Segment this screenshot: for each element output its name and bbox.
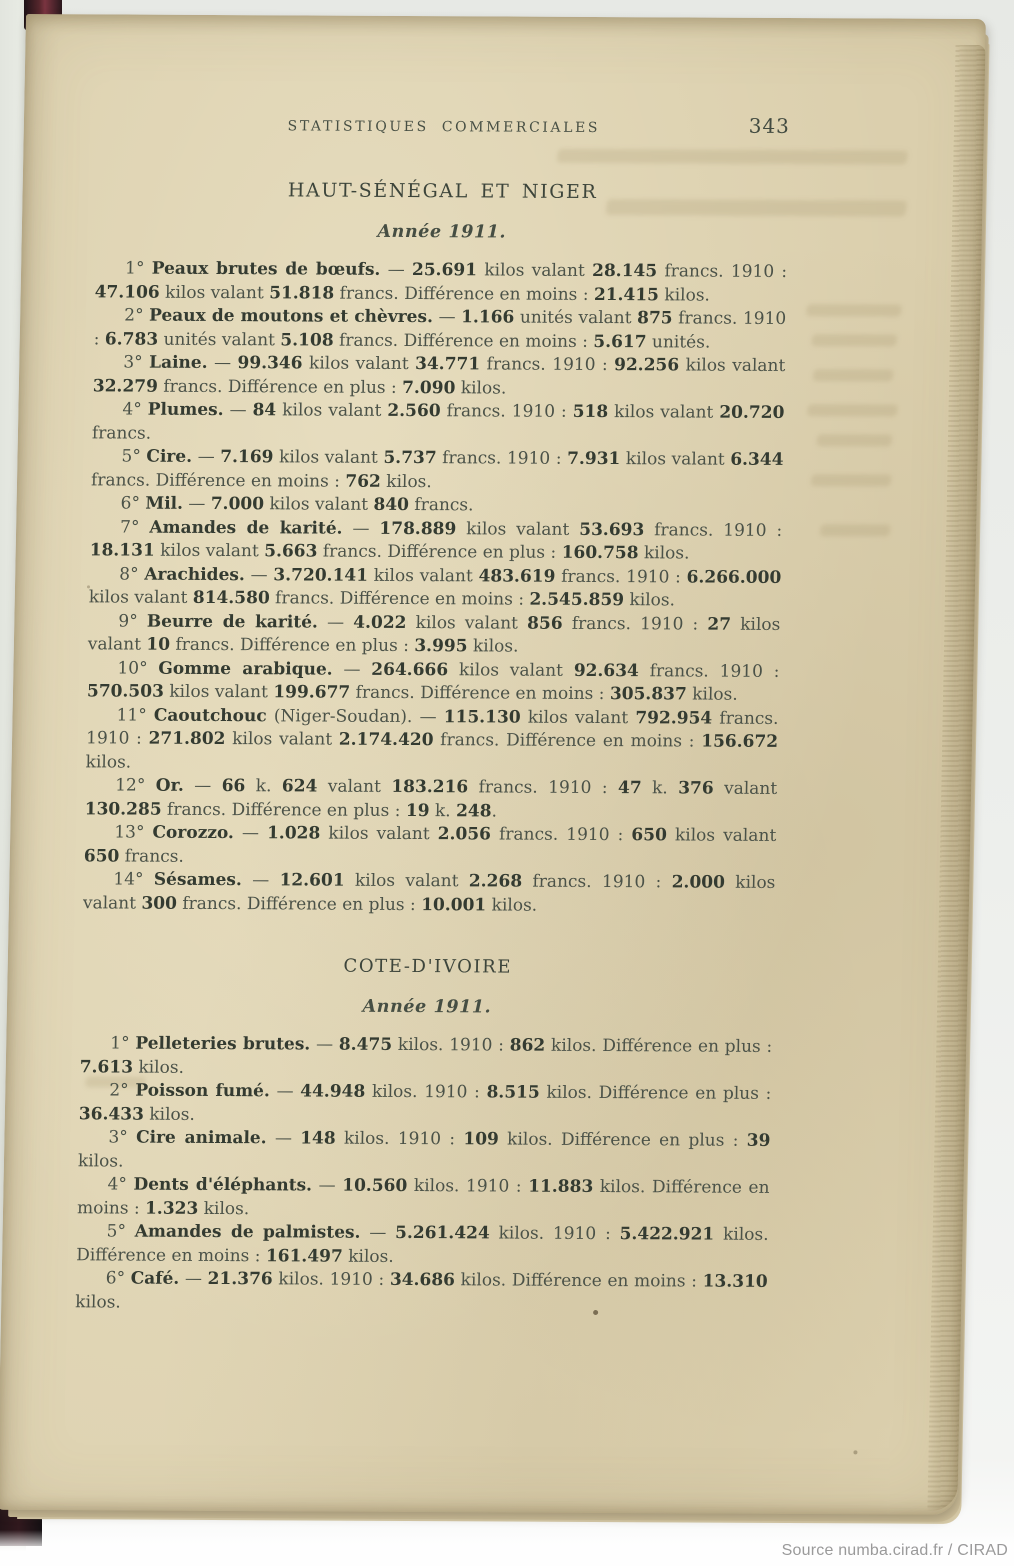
statistic-value: 10 — [146, 634, 171, 655]
statistic-value: 18.131 — [89, 540, 155, 561]
statistic-value: 376 — [677, 778, 714, 799]
statistic-text: kilos valant — [87, 614, 781, 655]
statistic-value: Cire animale. — [135, 1127, 267, 1149]
page-header — [98, 114, 790, 140]
statistic-text: kilos valant — [320, 823, 438, 845]
statistic-value: 5.617 — [593, 331, 647, 352]
statistic-value: 66 — [221, 776, 246, 797]
statistic-text: kilos. Différence en moins : — [75, 1224, 769, 1266]
statistic-value: 115.130 — [443, 706, 521, 728]
statistic-text: francs. 1910 : — [85, 708, 779, 749]
statistic-value: 8.475 — [338, 1034, 393, 1055]
bleedthrough-ghost — [811, 334, 897, 346]
statistic-text: francs. 1910 : — [440, 401, 573, 422]
statistic-text: francs. — [119, 846, 185, 867]
statistic-text: 6° — [105, 1268, 131, 1289]
statistic-text: 8° — [119, 563, 145, 585]
statistic-text: francs. Différence en plus : — [169, 634, 415, 657]
statistic-value: 5.422.921 — [619, 1224, 715, 1245]
statistic-value: 7.169 — [220, 447, 274, 468]
statistic-value: 161.497 — [265, 1245, 344, 1267]
statistic-value: 2.268 — [468, 871, 523, 892]
section-title-cote-divoire: COTE-D'IVOIRE — [343, 955, 513, 978]
statistic-text: kilos valant — [607, 402, 720, 423]
statistic-text: k. — [245, 776, 283, 797]
statistic-text: — — [317, 612, 354, 633]
statistics-item — [85, 704, 778, 778]
statistic-text: kilos. 1910 : — [489, 1223, 620, 1245]
statistic-value: 6.344 — [730, 449, 784, 470]
statistic-value: Arachides. — [144, 564, 246, 585]
statistic-text: kilos valant — [367, 565, 479, 586]
statistic-value: 5.261.424 — [394, 1222, 490, 1244]
statistic-text: — — [360, 1222, 396, 1243]
statistic-text: kilos valant — [276, 400, 388, 421]
statistic-value: 19 — [405, 800, 430, 821]
statistic-text: francs. Différence en plus : — [161, 799, 407, 821]
statistic-text: — — [266, 1128, 301, 1149]
statistics-item — [77, 1173, 770, 1224]
statistic-text: 4° — [107, 1174, 134, 1195]
statistic-text: 2° — [124, 305, 150, 326]
statistic-value: 47 — [617, 778, 642, 799]
bleedthrough-ghost — [816, 434, 892, 446]
statistic-value: Cire. — [146, 446, 193, 467]
statistic-text: kilos. 1910 : — [407, 1176, 529, 1197]
section-items-haut-senegal-et-niger — [83, 257, 788, 919]
bleedthrough-ghost — [819, 524, 890, 536]
statistic-value: 862 — [509, 1035, 546, 1056]
statistic-text: kilos valant — [163, 681, 274, 703]
section-items-cote-divoire — [75, 1032, 772, 1318]
statistic-value: 99.346 — [237, 353, 303, 374]
statistic-text: kilos valant — [447, 659, 574, 681]
statistic-value: 47.106 — [94, 281, 160, 303]
statistic-text: kilos. 1910 : — [391, 1034, 510, 1056]
statistics-item — [80, 1032, 773, 1083]
bleedthrough-ghost — [812, 369, 893, 381]
statistic-value: 7.090 — [401, 377, 456, 398]
statistic-text: k. — [641, 778, 679, 799]
section-title-haut-senegal-et-niger: HAUT-SÉNÉGAL ET NIGER — [287, 179, 598, 203]
statistic-text: kilos. — [686, 684, 738, 705]
statistic-value: 264.666 — [371, 659, 449, 680]
statistic-text: kilos valant — [302, 353, 416, 375]
statistic-text: — — [432, 307, 462, 328]
statistic-text: francs. 1910 : — [562, 613, 708, 635]
statistic-text: — — [244, 564, 274, 585]
statistic-value: 6.783 — [104, 328, 159, 350]
statistic-text: kilos valant — [456, 518, 580, 540]
statistics-item — [90, 492, 782, 519]
statistic-value: 5.663 — [264, 541, 318, 562]
statistic-value: Mil. — [145, 493, 184, 514]
statistic-value: Poisson fumé. — [135, 1080, 271, 1102]
statistic-text: kilos. Différence en plus : — [498, 1129, 747, 1151]
statistic-text: 7° — [119, 517, 150, 538]
statistic-text: francs. Différence en plus : — [317, 541, 562, 563]
statistic-text: — — [207, 352, 238, 374]
bleedthrough-ghost — [806, 304, 902, 316]
statistic-text: — — [182, 493, 212, 514]
statistic-value: 856 — [526, 613, 563, 634]
statistic-value: 130.285 — [84, 798, 162, 820]
statistics-item — [84, 821, 777, 872]
statistic-text: k. — [429, 800, 457, 821]
statistic-value: 1.166 — [460, 307, 515, 328]
statistic-text: kilos. — [143, 1104, 196, 1125]
statistic-text: francs. 1910 : — [521, 871, 672, 893]
statistic-text: kilos. 1910 : — [335, 1128, 464, 1150]
page-number: 343 — [748, 113, 791, 139]
section-subtitle-annee: Année 1911. — [362, 996, 492, 1017]
statistic-text: kilos valant — [225, 729, 340, 750]
statistic-value: 7.931 — [566, 448, 621, 470]
statistic-value: 650 — [631, 825, 668, 846]
statistics-item — [88, 610, 781, 661]
statistic-value: 20.720 — [719, 402, 785, 423]
statistic-text: kilos valant — [520, 707, 636, 728]
statistic-text: kilos. 1910 : — [272, 1269, 391, 1290]
statistic-text: 6° — [120, 493, 146, 514]
statistic-value: 32.279 — [92, 375, 159, 397]
statistic-value: 25.691 — [411, 260, 478, 281]
statistic-text: kilos. — [455, 377, 507, 399]
statistic-value: 3.720.141 — [273, 564, 369, 586]
statistic-text: unités valant — [514, 307, 638, 329]
statistic-text: — — [269, 1081, 301, 1102]
statistic-value: 248 — [455, 800, 492, 821]
statistic-value: 28.145 — [591, 260, 658, 282]
statistic-value: 13.310 — [702, 1271, 768, 1292]
statistic-text: kilos. — [342, 1246, 394, 1267]
statistic-value: Amandes de palmistes. — [134, 1221, 361, 1243]
statistic-text: francs. Différence en plus : — [176, 893, 422, 915]
statistic-text: — — [380, 259, 413, 281]
statistic-text: valant — [713, 778, 778, 799]
statistic-value: 84 — [252, 400, 277, 421]
statistic-value: 7.613 — [79, 1056, 134, 1078]
statistic-text: kilos. — [75, 1291, 122, 1313]
statistic-text: — — [233, 823, 268, 844]
statistic-text: kilos valant — [273, 447, 384, 468]
statistic-value: Corozzo. — [152, 822, 235, 844]
statistic-value: 271.802 — [148, 728, 226, 750]
statistic-text: — — [179, 1268, 208, 1289]
statistic-value: 156.672 — [701, 731, 779, 752]
statistic-text: unités. — [646, 331, 711, 353]
statistic-text: 11° — [116, 704, 155, 726]
statistics-item — [87, 657, 780, 708]
statistic-text: — — [332, 659, 372, 680]
statistic-text: francs. 1910 : — [468, 777, 619, 799]
statistics-item — [94, 257, 787, 308]
statistic-text: 1° — [124, 258, 152, 279]
statistic-text: 10° — [117, 657, 159, 679]
statistic-text: francs. 1910 : — [479, 354, 615, 376]
statistic-text: francs. Différence en moins : — [90, 469, 346, 492]
statistic-text: — — [223, 400, 253, 421]
statistic-text: francs. Différence en moins : — [350, 682, 611, 705]
statistics-item — [92, 398, 785, 449]
statistic-text: francs. Différence en moins : — [269, 588, 530, 610]
statistic-text: — — [311, 1175, 343, 1196]
statistic-value: Dents d'éléphants. — [133, 1174, 313, 1196]
statistic-text: kilos. — [658, 284, 711, 306]
statistic-value: 814.580 — [192, 587, 270, 609]
statistic-value: 2.056 — [437, 824, 492, 845]
statistic-text: francs. Différence en plus : — [157, 376, 403, 398]
statistic-text: — — [183, 775, 222, 797]
statistic-text: (Niger-Soudan). — — [266, 705, 444, 727]
statistic-text: kilos valant — [344, 870, 470, 892]
statistics-item — [91, 445, 784, 496]
statistic-value: 3.995 — [414, 636, 468, 657]
statistic-text: kilos valant — [159, 282, 270, 303]
statistic-text: kilos. Différence en moins : — [454, 1270, 703, 1292]
page-edge-stack — [927, 45, 985, 1511]
statistic-text: francs. 1910 : — [555, 566, 687, 587]
statistics-item — [93, 351, 786, 402]
statistic-value: 12.601 — [279, 870, 345, 891]
statistic-text: — — [191, 446, 221, 468]
statistic-text: francs. 1910 : — [93, 308, 787, 349]
statistic-text: kilos. — [380, 471, 432, 492]
statistic-text: kilos valant — [82, 872, 776, 914]
statistic-text: . — [491, 800, 498, 821]
statistic-value: 305.837 — [609, 684, 687, 705]
statistic-value: 624 — [281, 776, 318, 797]
statistic-value: 570.503 — [86, 681, 165, 702]
statistic-value: Pelleteries brutes. — [135, 1033, 311, 1055]
scan-footer-bar — [0, 1530, 1014, 1566]
statistic-value: 21.376 — [207, 1268, 273, 1290]
statistics-item — [78, 1126, 771, 1177]
statistic-value: 39 — [746, 1130, 771, 1151]
paper-stain — [853, 1450, 857, 1454]
statistic-text: francs. 1910 : — [644, 519, 783, 541]
statistic-value: 21.415 — [593, 284, 660, 305]
statistic-value: 300 — [141, 893, 178, 914]
statistic-value: Café. — [130, 1268, 180, 1289]
statistic-text: kilos. — [638, 543, 690, 564]
statistic-text: francs. — [91, 422, 152, 444]
statistic-text: kilos. 1910 : — [365, 1081, 487, 1103]
statistic-value: 34.686 — [389, 1269, 456, 1291]
statistic-value: 5.737 — [383, 447, 437, 469]
statistic-text: francs. 1910 : — [490, 824, 632, 846]
statistic-value: 8.515 — [486, 1082, 540, 1103]
statistic-value: Sésames. — [153, 869, 243, 891]
statistic-value: 53.693 — [579, 519, 645, 540]
statistic-value: 7.000 — [210, 493, 265, 515]
running-head: STATISTIQUES COMMERCIALES — [287, 118, 601, 137]
statistic-text: kilos valant — [476, 260, 593, 281]
statistic-value: 109 — [463, 1129, 500, 1150]
statistic-value: 792.954 — [635, 707, 713, 729]
statistics-item — [89, 516, 782, 567]
statistic-text: kilos. — [486, 894, 538, 916]
book-page — [0, 14, 986, 1515]
statistic-text: francs. Différence en moins : — [433, 730, 702, 752]
statistic-text: kilos valant — [620, 449, 731, 470]
statistic-text: francs. Différence en moins : — [334, 283, 595, 305]
statistic-text: kilos. Différence en plus : — [539, 1082, 772, 1104]
statistic-value: 199.677 — [273, 682, 351, 703]
statistic-value: 650 — [83, 845, 120, 866]
statistic-value: Peaux brutes de bœufs. — [151, 258, 381, 280]
statistic-text: kilos valant — [263, 494, 374, 515]
statistic-text: 2° — [109, 1080, 136, 1101]
statistic-text: 12° — [115, 775, 156, 796]
statistic-value: Amandes de karité. — [149, 517, 343, 539]
statistic-text: francs. 1910 : — [656, 261, 788, 282]
section-subtitle-annee: Année 1911. — [377, 221, 507, 243]
statistic-text: kilos valant — [666, 825, 777, 846]
footer-source-credit: Source numba.cirad.fr / CIRAD — [781, 1542, 1008, 1559]
statistic-value: 11.883 — [528, 1176, 594, 1197]
bleedthrough-ghost — [807, 404, 898, 416]
statistic-text: unités valant — [157, 329, 281, 350]
statistic-value: 10.001 — [420, 894, 487, 915]
statistic-text: kilos. Différence en plus : — [545, 1035, 773, 1057]
statistic-value: 44.948 — [300, 1081, 366, 1102]
statistic-text: kilos. — [77, 1150, 124, 1172]
statistic-value: 92.634 — [573, 660, 640, 681]
statistic-value: 2.545.859 — [529, 589, 625, 611]
statistic-value: 4.022 — [353, 612, 407, 633]
statistic-value: 2.000 — [671, 872, 726, 893]
statistic-text: francs. 1910 : — [436, 448, 568, 469]
statistic-value: 160.758 — [561, 542, 639, 564]
statistic-text: 3° — [108, 1127, 137, 1148]
statistic-text: 5° — [106, 1221, 135, 1242]
statistic-value: Gomme arabique. — [158, 658, 333, 680]
statistic-value: 483.619 — [478, 565, 556, 587]
statistic-value: 27 — [707, 614, 732, 635]
statistics-item — [94, 304, 787, 355]
statistic-text: 5° — [121, 446, 147, 467]
statistic-text: kilos. — [198, 1198, 250, 1219]
statistic-value: 5.108 — [280, 329, 334, 351]
statistic-text: 3° — [123, 352, 150, 373]
statistic-text: — — [310, 1034, 340, 1055]
statistic-text: 4° — [122, 399, 148, 420]
statistic-value: 10.560 — [342, 1175, 408, 1197]
statistics-item — [75, 1267, 768, 1318]
page-content — [75, 14, 792, 1318]
statistic-text: — — [241, 870, 280, 891]
statistic-value: 1.028 — [266, 823, 321, 844]
statistic-text: kilos valant — [88, 587, 194, 608]
statistic-value: 183.216 — [391, 776, 469, 798]
statistics-item — [76, 1220, 769, 1271]
statistic-text: kilos. — [623, 590, 676, 611]
statistics-item — [85, 774, 778, 825]
statistic-value: 518 — [572, 401, 609, 423]
statistic-text: kilos. — [467, 636, 519, 657]
statistic-value: 148 — [300, 1128, 336, 1149]
statistic-value: 2.560 — [387, 400, 441, 422]
statistic-text: kilos. — [85, 751, 132, 773]
bleedthrough-ghost — [810, 474, 891, 486]
statistic-value: 178.889 — [379, 518, 457, 539]
statistic-value: Caoutchouc — [153, 705, 267, 726]
statistic-text: 1° — [110, 1033, 136, 1054]
statistic-value: 92.256 — [613, 355, 680, 376]
statistic-value: Peaux de moutons et chèvres. — [148, 305, 434, 328]
statistic-value: 2.174.420 — [338, 729, 434, 751]
statistic-value: 840 — [373, 494, 410, 516]
statistics-item — [89, 563, 782, 614]
statistic-value: Laine. — [148, 352, 208, 373]
statistic-value: Beurre de karité. — [146, 611, 319, 633]
statistic-value: 1.323 — [144, 1198, 199, 1219]
statistic-text: kilos. Différence en moins : — [76, 1176, 770, 1219]
statistic-text: 13° — [114, 822, 153, 843]
statistic-text: kilos valant — [406, 612, 528, 634]
statistic-value: 762 — [345, 471, 382, 492]
statistic-value: 34.771 — [414, 354, 481, 375]
statistic-text: kilos valant — [154, 540, 265, 562]
statistic-text: francs. Différence en moins : — [333, 330, 594, 352]
statistic-value: Plumes. — [147, 399, 224, 421]
statistic-text: kilos valant — [678, 355, 786, 376]
statistic-text: 9° — [118, 610, 148, 632]
statistic-text: kilos. — [132, 1057, 185, 1078]
statistic-text: francs. — [408, 495, 474, 516]
statistic-text: valant — [317, 776, 392, 797]
statistic-text: — — [342, 518, 380, 539]
statistic-text: francs. 1910 : — [638, 660, 780, 682]
statistic-value: 36.433 — [78, 1103, 145, 1125]
statistic-text: 14° — [113, 869, 155, 890]
statistic-value: 6.266.000 — [686, 566, 782, 588]
statistics-item — [79, 1079, 772, 1130]
statistic-value: 875 — [636, 308, 673, 329]
statistic-value: Or. — [155, 775, 185, 796]
statistics-item — [83, 868, 776, 919]
statistic-value: 51.818 — [268, 282, 335, 304]
